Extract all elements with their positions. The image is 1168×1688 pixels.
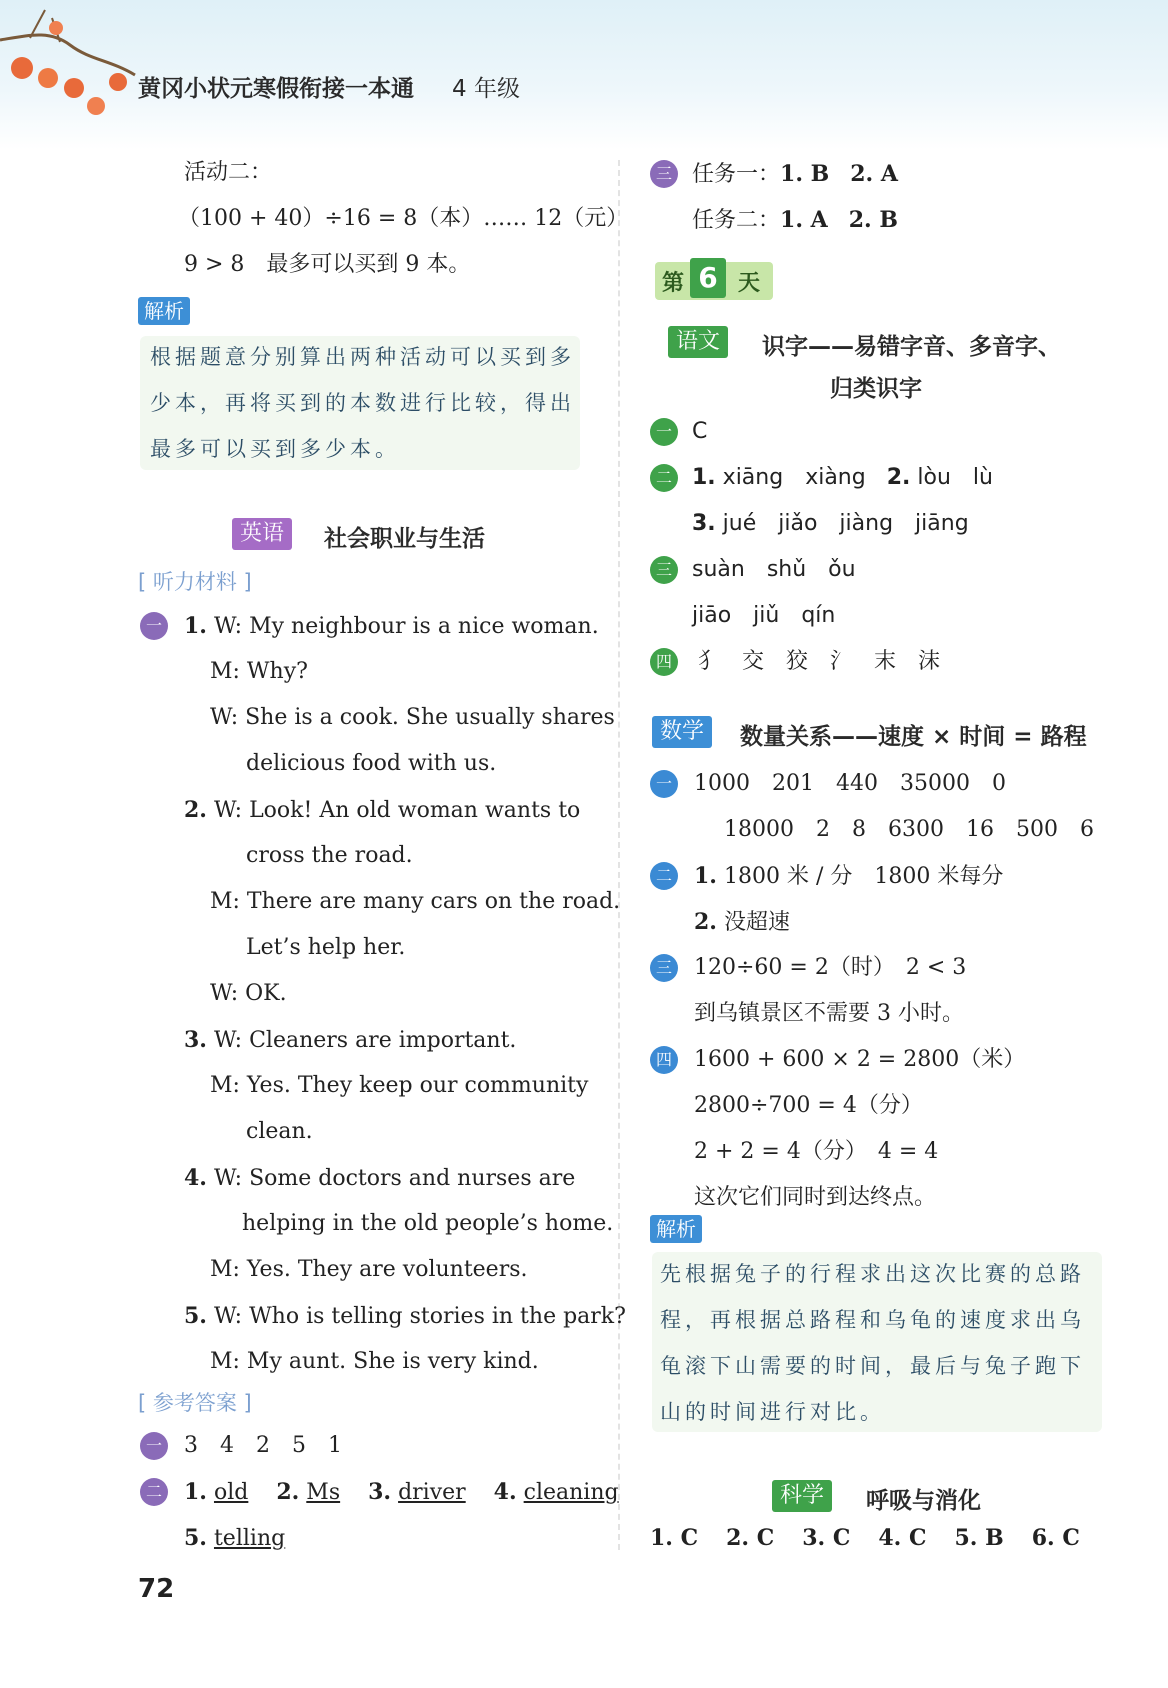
math-subject-badge: 数学 — [652, 716, 712, 748]
section-number-icon: 三 — [650, 556, 678, 584]
activity2-line2: 9 > 8 最多可以买到 9 本。 — [184, 252, 471, 277]
section-number-icon: 一 — [650, 770, 678, 798]
answer-line: 18000 2 8 6300 16 500 6 — [724, 817, 1094, 842]
task2-line: 任务二：1. A 2. B — [692, 207, 898, 233]
listening-line: 5. W: Who is telling stories in the park? — [184, 1303, 626, 1329]
answer-line: 120÷60 = 2（时） 2 < 3 — [694, 955, 967, 980]
day-number: 6 — [690, 258, 726, 298]
answer-line: 3. jué jiǎo jiàng jiāng — [692, 511, 969, 536]
english-section-title: 社会职业与生活 — [324, 526, 485, 552]
answer-line: 3 4 2 5 1 — [184, 1433, 342, 1458]
answer-line: 1. 1800 米 / 分 1800 米每分 — [694, 863, 1004, 889]
analysis-line: 先根据兔子的行程求出这次比赛的总路 — [660, 1262, 1085, 1286]
activity2-line1: （100 + 40）÷16 = 8（本）…… 12（元） — [178, 206, 629, 231]
answer-line: jiāo jiǔ qín — [692, 603, 836, 628]
answer-line: 1. C 2. C 3. C 4. C 5. B 6. C — [650, 1525, 1080, 1551]
listening-line: M: Yes. They are volunteers. — [210, 1257, 528, 1282]
analysis-line: 根据题意分别算出两种活动可以买到多 — [150, 345, 575, 369]
chinese-section-title-2: 归类识字 — [830, 376, 922, 402]
science-section-title: 呼吸与消化 — [866, 1488, 981, 1514]
section-number-icon: 四 — [650, 1046, 678, 1074]
listening-label: [ 听力材料 ] — [138, 570, 252, 594]
answer-line: 1. old 2. Ms 3. driver 4. cleaning — [184, 1479, 619, 1505]
english-subject-badge: 英语 — [232, 518, 292, 550]
listening-line: 2. W: Look! An old woman wants to — [184, 797, 581, 823]
answer-line: 犭 交 狡 氵 末 沫 — [698, 649, 941, 674]
chinese-subject-badge: 语文 — [668, 326, 728, 358]
activity2-label: 活动二： — [184, 160, 273, 185]
listening-line: 4. W: Some doctors and nurses are — [184, 1165, 576, 1191]
listening-line: W: She is a cook. She usually shares — [210, 705, 615, 730]
section-number-icon: 一 — [140, 612, 168, 640]
grade-label: 4 年级 — [452, 76, 520, 102]
science-subject-badge: 科学 — [772, 1480, 832, 1512]
answers-label: [ 参考答案 ] — [138, 1391, 252, 1415]
section-number-icon: 二 — [650, 464, 678, 492]
answer-line: 这次它们同时到达终点。 — [694, 1185, 937, 1210]
book-title: 黄冈小状元寒假衔接一本通 — [138, 76, 414, 102]
listening-line: W: OK. — [210, 981, 287, 1006]
analysis-line: 山的时间进行对比。 — [660, 1400, 885, 1424]
analysis-line: 程，再根据总路程和乌龟的速度求出乌 — [660, 1308, 1085, 1332]
listening-line: helping in the old people’s home. — [242, 1211, 614, 1236]
analysis-badge: 解析 — [138, 297, 190, 325]
listening-line: delicious food with us. — [246, 751, 497, 776]
answer-line: 1. xiāng xiàng 2. lòu lù — [692, 465, 993, 490]
answer-line: 2 + 2 = 4（分） 4 = 4 — [694, 1139, 939, 1164]
listening-line: Let’s help her. — [246, 935, 406, 960]
answer-line: 1000 201 440 35000 0 — [694, 771, 1006, 796]
analysis-line: 龟滚下山需要的时间，最后与兔子跑下 — [660, 1354, 1085, 1378]
analysis-line: 少本，再将买到的本数进行比较，得出 — [150, 391, 575, 415]
answer-line: suàn shǔ ǒu — [692, 557, 856, 582]
section-number-icon: 一 — [140, 1432, 168, 1460]
answer-line: C — [692, 419, 708, 444]
section-number-icon: 一 — [650, 418, 678, 446]
persimmon-branch-icon — [0, 0, 140, 130]
listening-line: clean. — [246, 1119, 313, 1144]
answer-line: 2800÷700 = 4（分） — [694, 1093, 923, 1118]
answer-line: 2. 没超速 — [694, 909, 790, 935]
listening-line: M: Why? — [210, 659, 308, 684]
day-prefix: 第 — [662, 271, 685, 296]
section-number-icon: 三 — [650, 954, 678, 982]
column-divider — [618, 160, 620, 1550]
page-header — [0, 0, 1168, 150]
page-number: 72 — [138, 1574, 175, 1604]
listening-line: 3. W: Cleaners are important. — [184, 1027, 517, 1053]
answer-line: 5. telling — [184, 1525, 286, 1551]
listening-line: M: Yes. They keep our community — [210, 1073, 589, 1098]
section-number-icon: 二 — [140, 1478, 168, 1506]
answer-line: 到乌镇景区不需要 3 小时。 — [694, 1001, 964, 1026]
day-suffix: 天 — [738, 271, 761, 296]
section-number-icon: 二 — [650, 862, 678, 890]
listening-line: M: There are many cars on the road. — [210, 889, 621, 914]
math-section-title: 数量关系——速度 × 时间 = 路程 — [740, 724, 1087, 750]
task1-line: 任务一：1. B 2. A — [692, 161, 898, 187]
analysis-badge: 解析 — [650, 1215, 702, 1243]
listening-line: M: My aunt. She is very kind. — [210, 1349, 539, 1374]
section-number-icon: 四 — [650, 648, 678, 676]
listening-line: 1. W: My neighbour is a nice woman. — [184, 613, 599, 639]
section-number-icon: 三 — [650, 160, 678, 188]
chinese-section-title: 识字——易错字音、多音字、 — [762, 334, 1061, 360]
listening-line: cross the road. — [246, 843, 413, 868]
answer-line: 1600 + 600 × 2 = 2800（米） — [694, 1047, 1026, 1072]
analysis-line: 最多可以买到多少本。 — [150, 437, 400, 461]
